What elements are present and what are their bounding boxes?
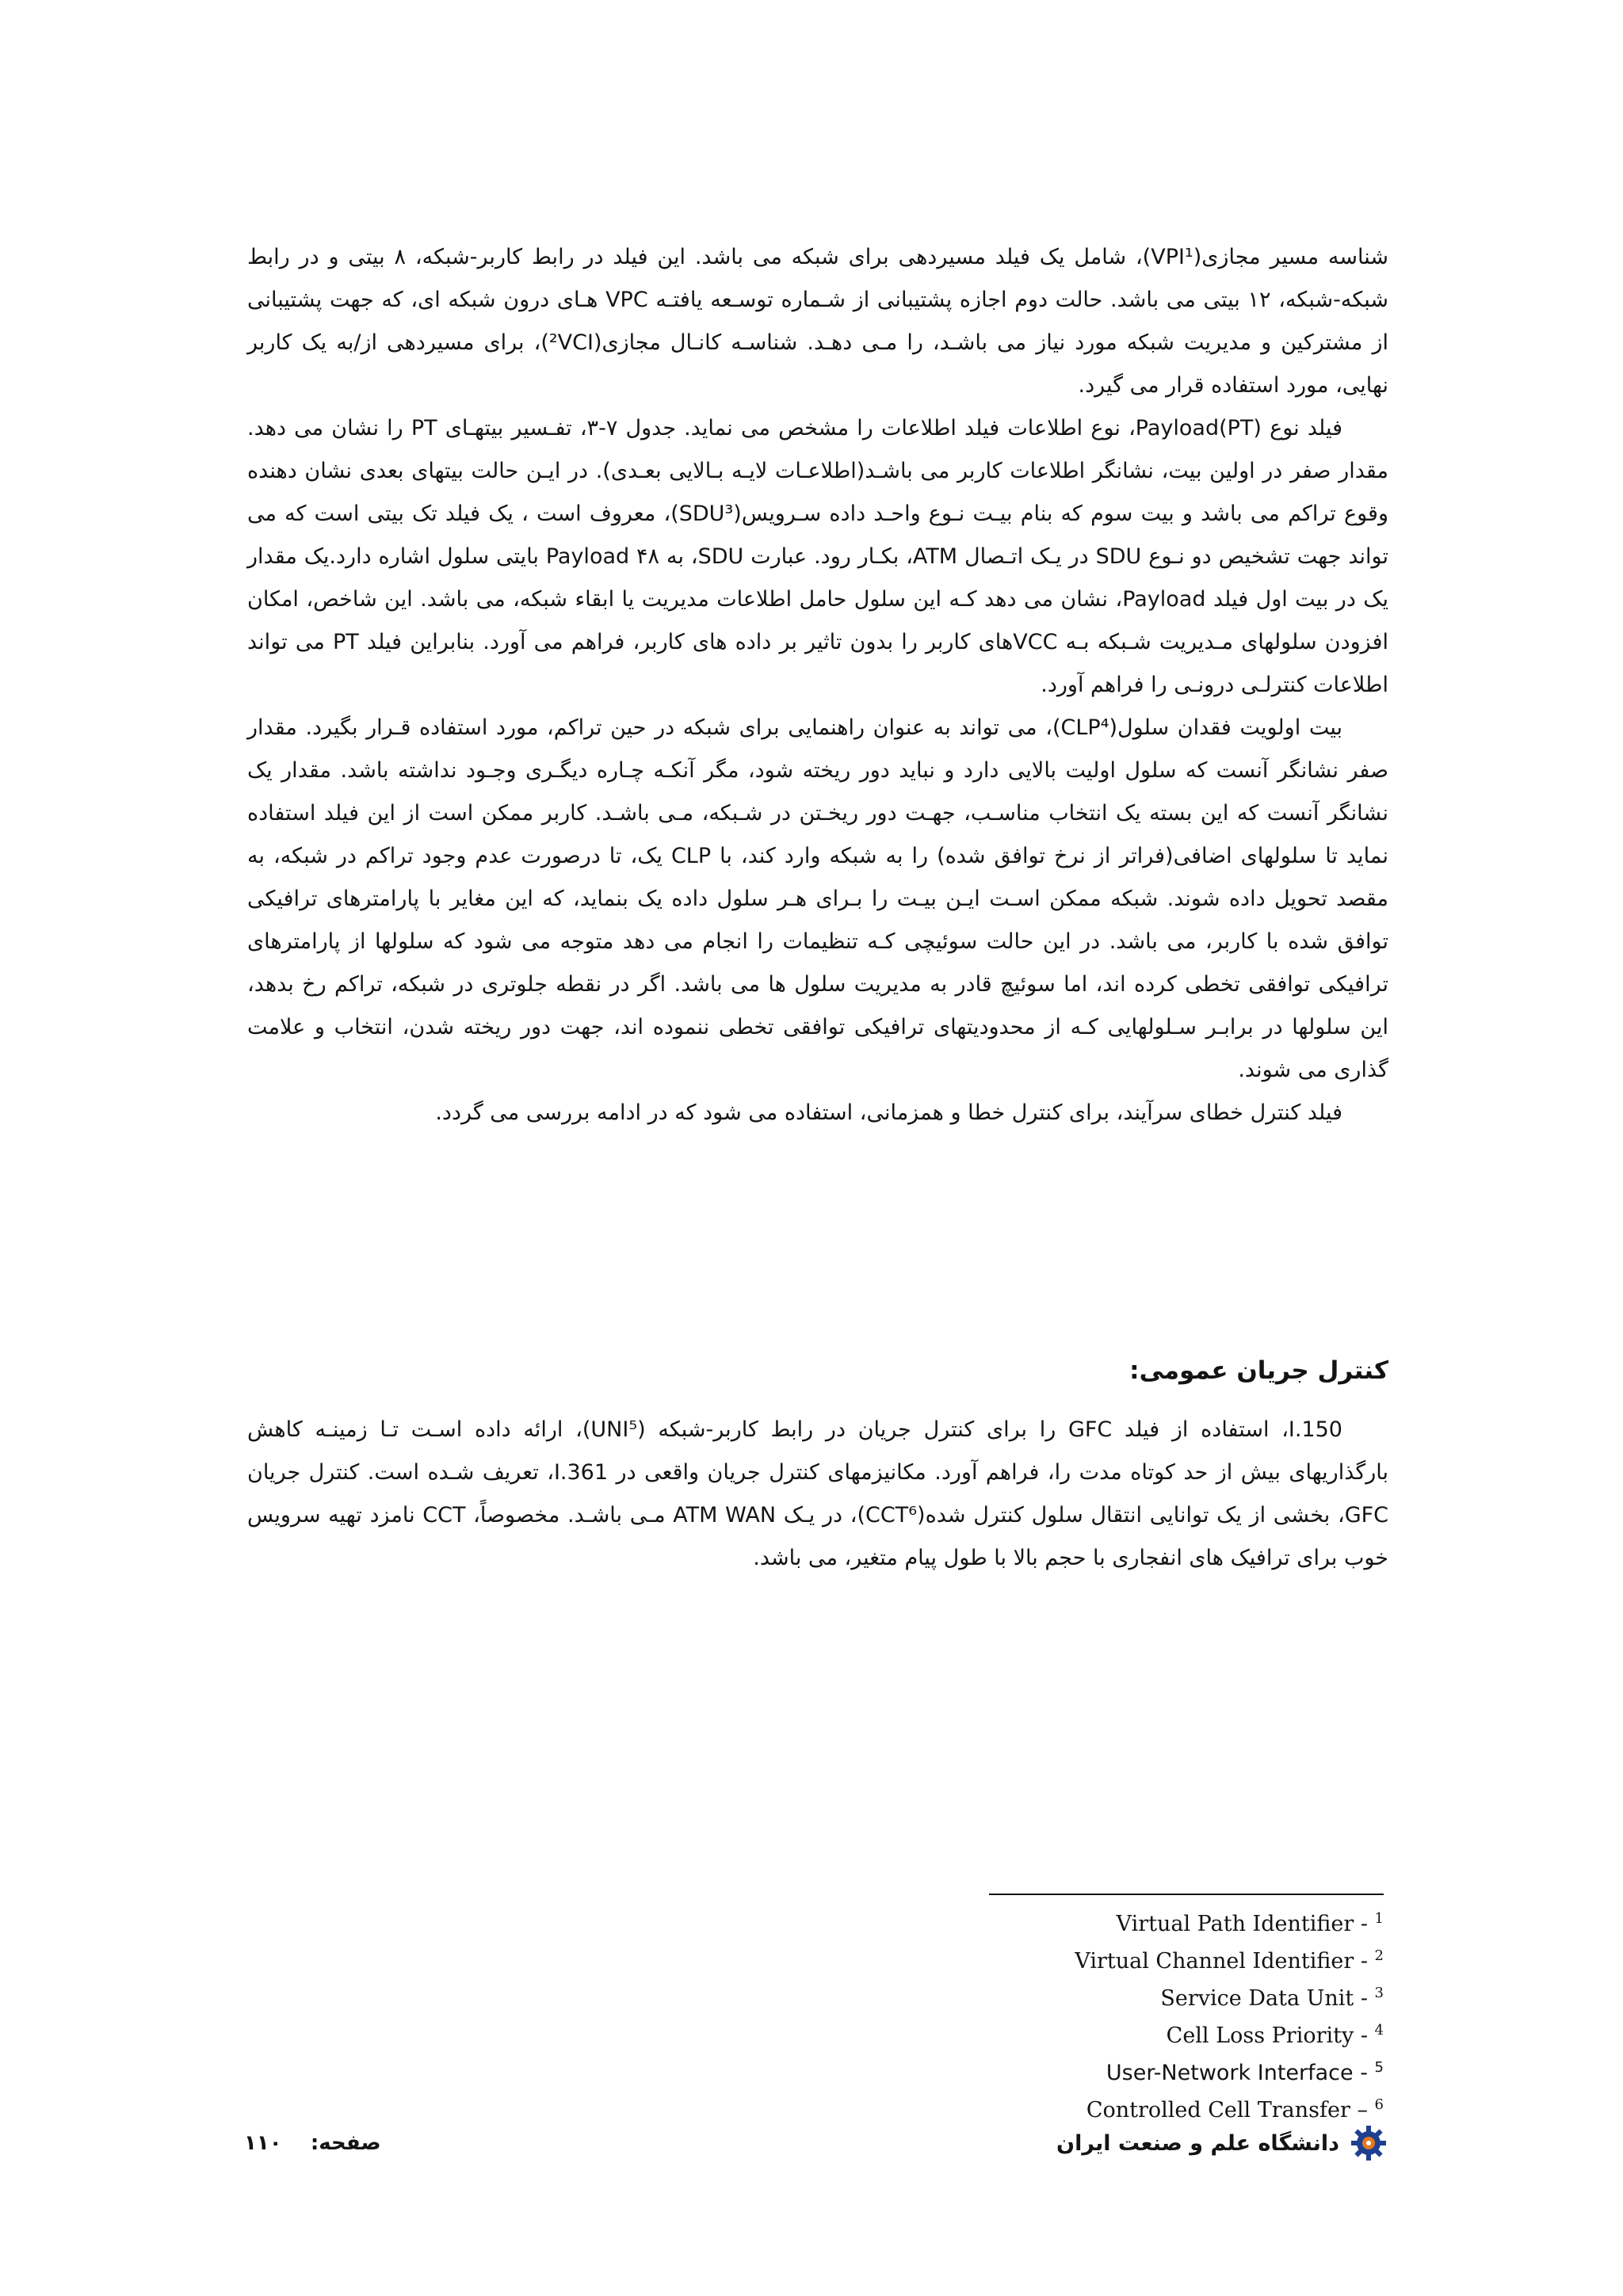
page-number: ۱۱۰ (244, 2131, 282, 2155)
footnotes (872, 1903, 1384, 2126)
section-body (247, 1409, 1388, 1580)
paragraph-vpi: شناسه مسیر مجازی(VPI¹)، شامل یک فیلد مسیردهی برای شبکه می باشد. این فیلد در رابط کاربر-شبکه، ۸ بیتی و در رابط شبکه-شبکه، ۱۲ بیتی می باشد. حالت دوم اجازه پشتیبانی از شـماره توسـعه یافتـه VPC هـای درون شبکه ای، که جهت پشتیبانی از مشترکین و مدیریت شبکه مورد نیاز می باشـد، را مـی دهـد. شناسـه کانـال مجازی(²VCI)، برای مسیردهی از/به یک کاربر نهایی، مورد استفاده قرار می گیرد. (247, 245, 1388, 398)
university-name: دانشگاه علم و صنعت ایران (1056, 2130, 1339, 2156)
footnote-2: Virtual Channel Identifier - $^2$ (1075, 1947, 1384, 1974)
university-footer (1056, 2123, 1388, 2163)
body-text (247, 236, 1388, 1135)
paragraph-clp: بیت اولویت فقدان سلول(CLP⁴)، می تواند به عنوان راهنمایی برای شبکه در حین تراکم، مورد استفاده قـرار بگیرد. مقدار صفر نشانگر آنست که سلول اولیت بالایی دارد و نباید دور ریخته شود، مگر آنکـه چـاره دیگـری وجـود نداشته باشد. مقدار یک نشانگر آنست که این بسته یک انتخاب مناسـب، جهـت دور ریخـتن در شـبکه، مـی باشـد. کاربر ممکن است از این فیلد استفاده نماید تا سلولهای اضافی(فراتر از نرخ توافق شده) را به شبکه وارد کند، با CLP یک، تا درصورت عدم وجود تراکم در شبکه، به مقصد تحویل داده شوند. شبکه ممکن اسـت ایـن بیـت را بـرای هـر سلول داده یک بنماید، که این مغایر با پارامترهای ترافیکی توافق شده با کاربر، می باشد. در این حالت سوئیچی کـه تنظیمات را انجام می دهد متوجه می شود که سلولها از پارامترهای ترافیکی توافقی تخطی کرده اند، اما سوئیچ قادر به مدیریت سلول ها می باشد. اگر در نقطه جلوتری در شبکه، تراکم رخ بدهد، این سلولها در برابـر سـلولهایی کـه از محدودیتهای ترافیکی توافقی تخطی ننموده اند، جهت دور ریخته شدن، انتخاب و علامت گذاری می شوند. (247, 715, 1388, 1082)
university-gear-logo-icon (1349, 2123, 1388, 2163)
footnote-3: Service Data Unit - $^3$ (1160, 1985, 1384, 2011)
paragraph-hec: فیلد کنترل خطای سرآیند، برای کنترل خطا و همزمانی، استفاده می شود که در ادامه بررسی می گردد. (435, 1100, 1342, 1125)
footnote-divider (989, 1894, 1384, 1895)
footnote-1: Virtual Path Identifier - $^1$ (1116, 1910, 1384, 1936)
footnote-4: Cell Loss Priority - $^4$ (1166, 2022, 1384, 2048)
section-title: کنترل جریان عمومی: (1129, 1356, 1388, 1385)
footnote-5: User-Network Interface - $^5$ (1106, 2059, 1384, 2085)
paragraph-pt: فیلد نوع Payload(PT)، نوع اطلاعات فیلد اطلاعات را مشخص می نماید. جدول ۷-۳، تفـسیر بیتهـای PT را نشان می دهد. مقدار صفر در اولین بیت، نشانگر اطلاعات کاربر می باشـد(اطلاعـات لایـه بـالایی بعـدی). در ایـن حالت بیتهای بعدی نشان دهنده وقوع تراکم می باشد و بیت سوم که بنام بیـت نـوع واحـد داده سـرویس(SDU³)، معروف است ، یک فیلد تک بیتی است که می تواند جهت تشخیص دو نـوع SDU در یـک اتـصال ATM، بکـار رود. عبارت SDU، به Payload ۴۸ بایتی سلول اشاره دارد.یک مقدار یک در بیت اول فیلد Payload، نشان می دهد کـه این سلول حامل اطلاعات مدیریت یا ابقاء شبکه، می باشد. این شاخص، امکان افزودن سلولهای مـدیریت شـبکه بـه VCCهای کاربر را بدون تاثیر بر داده های کاربر، فراهم می آورد. بنابراین فیلد PT می تواند اطلاعات کنترلـی درونـی را فراهم آورد. (247, 416, 1388, 697)
footnote-6: Controlled Cell Transfer – $^6$ (1086, 2096, 1384, 2122)
page-label: صفحه: (310, 2131, 381, 2155)
paragraph-gfc: I.150، استفاده از فیلد GFC را برای کنترل جریان در رابط کاربر-شبکه (UNI⁵)، ارائه داده اسـت تـا زمینـه کاهش بارگذاریهای بیش از حد کوتاه مدت را، فراهم آورد. مکانیزمهای کنترل جریان واقعی در I.361، تعریف شـده است. کنترل جریان GFC، بخشی از یک توانایی انتقال سلول کنترل شده(CCT⁶)، در یـک ATM WAN مـی باشـد. مخصوصاً، CCT نامزد تهیه سرویس خوب برای ترافیک های انفجاری با حجم بالا با طول پیام متغیر، می باشد. (247, 1417, 1389, 1570)
page-number-footer (244, 2131, 381, 2155)
